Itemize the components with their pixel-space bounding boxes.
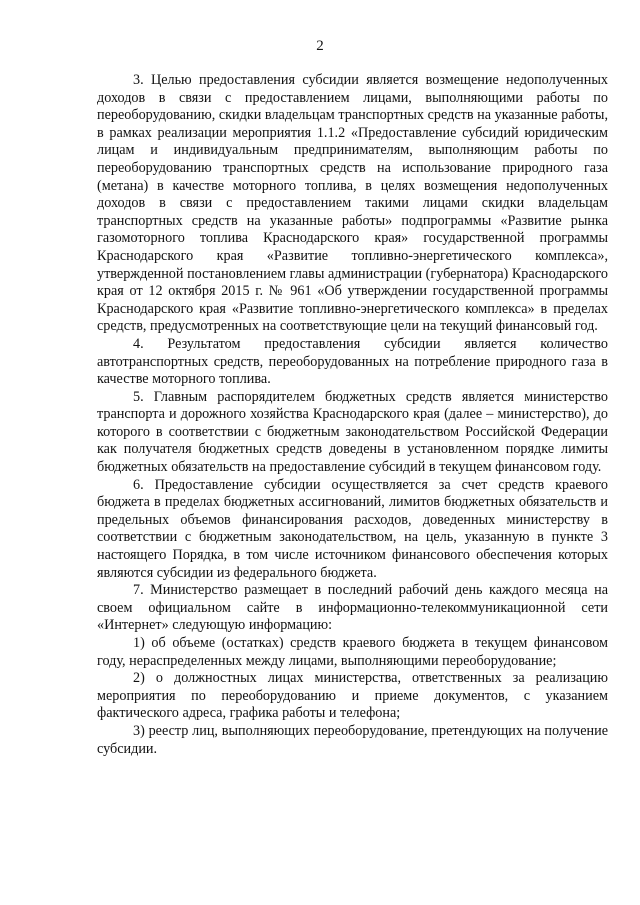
paragraph-4-result: 4. Результатом предоставления субсидии является количество автотранспортных средств, переоборудованных на потребление природного газа в качестве моторного топлива. [97,335,608,388]
paragraph-3-purpose: 3. Целью предоставления субсидии является возмещение недополученных доходов в связи с предоставлением лицами, выполняющими работы по переоборудованию, скидки владельцам транспортных средств на указанные работы, в рамках реализации мероприятия 1.1.2 «Предоставление субсидий юридическим лицам и индивидуальным предпринимателям, выполняющим работы по переоборудованию транспортных средств на использование природного газа (метана) в качестве моторного топлива, в целях возмещения недополученных доходов в связи с предоставлением такими лицами скидки владельцам транспортных средств на указанные работы» подпрограммы «Развитие рынка газомоторного топлива Краснодарского края» государственной программы Краснодарского края «Развитие топливно-энергетического комплекса», утвержденной постановлением главы администрации (губернатора) Краснодарского края от 12 октября 2015 г. № 961 «Об утверждении государственной программы Краснодарского края «Развитие топливно-энергетического комплекса» в пределах средств, предусмотренных на соответствующие цели на текущий финансовый год. [97,72,608,335]
list-item-2-responsible-officials: 2) о должностных лицах министерства, ответственных за реализацию мероприятия по переоборудованию и приеме документов, с указанием фактического адреса, графика работы и телефона; [97,670,608,722]
page-number: 2 [316,38,324,54]
paragraph-5-budget-manager: 5. Главным распорядителем бюджетных средств является министерство транспорта и дорожного хозяйства Краснодарского края (далее – министерство), до которого в соответствии с бюджетным законодательством Российской Федерации как получателя бюджетных средств доведены в установленном порядке лимиты бюджетных обязательств на предоставление субсидий в текущем финансовом году. [97,388,608,476]
paragraph-7-publication: 7. Министерство размещает в последний рабочий день каждого месяца на своем официальном сайте в информационно-телекоммуникационной сети «Интернет» следующую информацию: [97,582,608,634]
list-item-3-registry: 3) реестр лиц, выполняющих переоборудование, претендующих на получение субсидии. [97,722,608,757]
document-body [97,72,608,758]
list-item-1-budget-remainder: 1) об объеме (остатках) средств краевого бюджета в текущем финансовом году, нераспределенных между лицами, выполняющими переоборудование; [97,635,608,669]
paragraph-6-funding: 6. Предоставление субсидии осуществляется за счет средств краевого бюджета в пределах бюджетных ассигнований, лимитов бюджетных обязательств и предельных объемов финансирования расходов, доведенных министерству в соответствии с бюджетным законодательством, на цель, указанную в пункте 3 настоящего Порядка, в том числе источником финансового обеспечения которых являются субсидии из федерального бюджета. [97,476,608,581]
